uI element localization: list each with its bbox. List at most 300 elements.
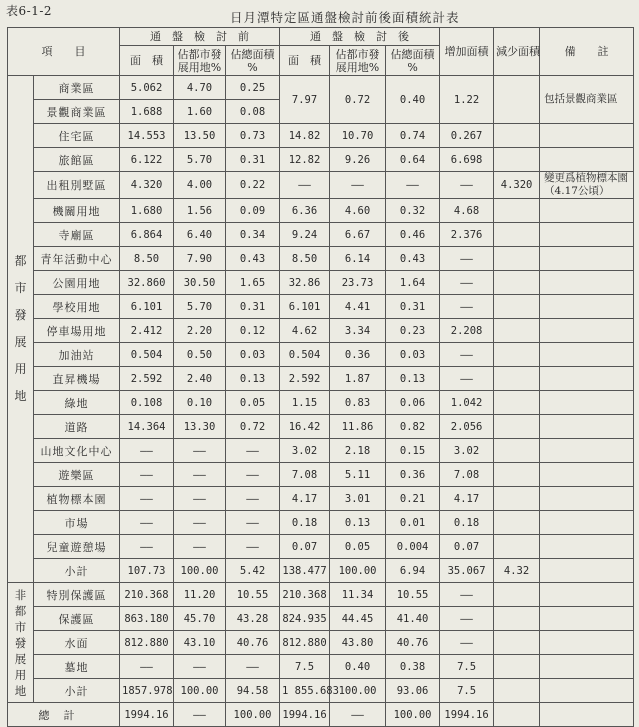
area-statistics-table: [7, 27, 634, 727]
header-after-area: 面 積: [280, 46, 330, 76]
group-label: 都市發展用地: [8, 76, 34, 583]
after-area: 0.504: [280, 343, 330, 367]
after-area: 2.592: [280, 367, 330, 391]
after-urban-pct: ——: [330, 172, 386, 199]
table-row: [8, 367, 634, 391]
before-total-pct: 0.08: [226, 100, 280, 124]
item-name: 山地文化中心: [34, 439, 120, 463]
remark: [540, 607, 634, 631]
item-name: 寺廟區: [34, 223, 120, 247]
increase: 7.5: [440, 679, 494, 703]
item-name: 水面: [34, 631, 120, 655]
before-area: 2.412: [120, 319, 174, 343]
before-area: 863.180: [120, 607, 174, 631]
before-total-pct: ——: [226, 439, 280, 463]
before-urban-pct: 4.70: [174, 76, 226, 100]
decrease: [494, 607, 540, 631]
before-area: 210.368: [120, 583, 174, 607]
remark: [540, 295, 634, 319]
increase: 1994.16: [440, 703, 494, 727]
remark: [540, 367, 634, 391]
document-title: 日月潭特定區通盤檢討前後面積統計表: [230, 10, 460, 25]
before-total-pct: 5.42: [226, 559, 280, 583]
after-total-pct: 1.64: [386, 271, 440, 295]
before-area: ——: [120, 535, 174, 559]
before-total-pct: 0.03: [226, 343, 280, 367]
before-total-pct: 100.00: [226, 703, 280, 727]
increase: 7.08: [440, 463, 494, 487]
decrease: [494, 148, 540, 172]
decrease: [494, 703, 540, 727]
item-name: 商業區: [34, 76, 120, 100]
after-urban-pct: 44.45: [330, 607, 386, 631]
remark: [540, 199, 634, 223]
before-area: ——: [120, 463, 174, 487]
item-name: 住宅區: [34, 124, 120, 148]
remark: [540, 511, 634, 535]
decrease: [494, 199, 540, 223]
before-area: 5.062: [120, 76, 174, 100]
decrease: [494, 319, 540, 343]
before-urban-pct: 6.40: [174, 223, 226, 247]
before-area: 8.50: [120, 247, 174, 271]
before-area: 1.680: [120, 199, 174, 223]
after-urban-pct: 100.00: [330, 679, 386, 703]
after-urban-pct: 10.70: [330, 124, 386, 148]
after-urban-pct: 0.72: [330, 76, 386, 124]
table-row: [8, 148, 634, 172]
increase: 3.02: [440, 439, 494, 463]
before-urban-pct: ——: [174, 487, 226, 511]
before-urban-pct: 43.10: [174, 631, 226, 655]
increase: 0.267: [440, 124, 494, 148]
after-urban-pct: 5.11: [330, 463, 386, 487]
increase: 1.22: [440, 76, 494, 124]
before-total-pct: ——: [226, 655, 280, 679]
after-total-pct: 0.03: [386, 343, 440, 367]
item-name: 遊樂區: [34, 463, 120, 487]
header-increase: 增加面積: [440, 28, 494, 76]
decrease: [494, 247, 540, 271]
after-urban-pct: 43.80: [330, 631, 386, 655]
table-row: [8, 415, 634, 439]
after-total-pct: 0.01: [386, 511, 440, 535]
decrease: [494, 583, 540, 607]
item-name: 出租別墅區: [34, 172, 120, 199]
after-total-pct: 0.64: [386, 148, 440, 172]
increase: 7.5: [440, 655, 494, 679]
after-total-pct: 0.74: [386, 124, 440, 148]
before-total-pct: 0.25: [226, 76, 280, 100]
item-name: 特別保護區: [34, 583, 120, 607]
table-row: [8, 487, 634, 511]
header-before-total-pct: 佔總面積 %: [226, 46, 280, 76]
decrease: [494, 511, 540, 535]
after-area: 210.368: [280, 583, 330, 607]
before-total-pct: 1.65: [226, 271, 280, 295]
before-area: 1857.978: [120, 679, 174, 703]
after-urban-pct: 11.86: [330, 415, 386, 439]
table-row: [8, 343, 634, 367]
decrease: 4.320: [494, 172, 540, 199]
increase: ——: [440, 343, 494, 367]
decrease: [494, 439, 540, 463]
table-row: [8, 295, 634, 319]
increase: 4.68: [440, 199, 494, 223]
decrease: [494, 343, 540, 367]
decrease: 4.32: [494, 559, 540, 583]
after-urban-pct: 3.34: [330, 319, 386, 343]
table-row: [8, 76, 634, 100]
remark: [540, 343, 634, 367]
before-total-pct: 0.22: [226, 172, 280, 199]
remark: [540, 415, 634, 439]
before-area: 1.688: [120, 100, 174, 124]
remark: [540, 391, 634, 415]
after-urban-pct: 6.67: [330, 223, 386, 247]
after-area: 812.880: [280, 631, 330, 655]
before-total-pct: 0.31: [226, 148, 280, 172]
before-urban-pct: 30.50: [174, 271, 226, 295]
item-name: 旅館區: [34, 148, 120, 172]
increase: 2.056: [440, 415, 494, 439]
before-urban-pct: 1.60: [174, 100, 226, 124]
item-name: 墓地: [34, 655, 120, 679]
before-area: 0.108: [120, 391, 174, 415]
item-name: 道路: [34, 415, 120, 439]
before-total-pct: ——: [226, 487, 280, 511]
item-name: 停車場用地: [34, 319, 120, 343]
after-area: 0.07: [280, 535, 330, 559]
increase: ——: [440, 172, 494, 199]
table-row: [8, 511, 634, 535]
after-area: 6.36: [280, 199, 330, 223]
after-total-pct: 6.94: [386, 559, 440, 583]
decrease: [494, 223, 540, 247]
decrease: [494, 124, 540, 148]
table-row: [8, 223, 634, 247]
remark: [540, 271, 634, 295]
before-total-pct: ——: [226, 535, 280, 559]
increase: ——: [440, 271, 494, 295]
after-urban-pct: ——: [330, 703, 386, 727]
after-total-pct: 0.38: [386, 655, 440, 679]
item-name: 青年活動中心: [34, 247, 120, 271]
decrease: [494, 487, 540, 511]
remark: [540, 559, 634, 583]
item-name: 兒童遊憩場: [34, 535, 120, 559]
table-row: [8, 271, 634, 295]
before-total-pct: ——: [226, 511, 280, 535]
table-row: [8, 655, 634, 679]
before-area: 14.553: [120, 124, 174, 148]
before-urban-pct: 13.50: [174, 124, 226, 148]
increase: ——: [440, 631, 494, 655]
remark: [540, 439, 634, 463]
before-total-pct: 94.58: [226, 679, 280, 703]
after-total-pct: 41.40: [386, 607, 440, 631]
table-row: [8, 535, 634, 559]
before-area: 4.320: [120, 172, 174, 199]
before-urban-pct: ——: [174, 535, 226, 559]
header-row-1: [8, 28, 634, 46]
decrease: [494, 391, 540, 415]
after-total-pct: 0.15: [386, 439, 440, 463]
header-decrease: 減少面積: [494, 28, 540, 76]
before-urban-pct: 5.70: [174, 148, 226, 172]
before-total-pct: ——: [226, 463, 280, 487]
header-remarks: 備 註: [540, 28, 634, 76]
before-total-pct: 0.13: [226, 367, 280, 391]
before-total-pct: 0.05: [226, 391, 280, 415]
after-area: 9.24: [280, 223, 330, 247]
item-name: 綠地: [34, 391, 120, 415]
before-total-pct: 0.34: [226, 223, 280, 247]
after-total-pct: 0.36: [386, 463, 440, 487]
after-urban-pct: 0.36: [330, 343, 386, 367]
before-area: 6.864: [120, 223, 174, 247]
remark: 變更爲植物標本園（4.17公頃）: [540, 172, 634, 199]
after-area: 0.18: [280, 511, 330, 535]
before-total-pct: 0.12: [226, 319, 280, 343]
increase: 2.376: [440, 223, 494, 247]
header-after-urban-pct: 佔都市發 展用地%: [330, 46, 386, 76]
after-urban-pct: 11.34: [330, 583, 386, 607]
before-urban-pct: 100.00: [174, 559, 226, 583]
remark: [540, 463, 634, 487]
decrease: [494, 415, 540, 439]
table-row: [8, 439, 634, 463]
before-total-pct: 40.76: [226, 631, 280, 655]
before-total-pct: 0.72: [226, 415, 280, 439]
increase: 6.698: [440, 148, 494, 172]
table-number: 表6-1-2: [6, 4, 53, 18]
group-label: 非都市發展用地: [8, 583, 34, 703]
before-area: 14.364: [120, 415, 174, 439]
after-area: 16.42: [280, 415, 330, 439]
remark: [540, 655, 634, 679]
before-urban-pct: 7.90: [174, 247, 226, 271]
header-before: 通 盤 檢 討 前: [120, 28, 280, 46]
increase: ——: [440, 583, 494, 607]
before-total-pct: 0.31: [226, 295, 280, 319]
header-before-area: 面 積: [120, 46, 174, 76]
after-urban-pct: 0.05: [330, 535, 386, 559]
before-area: 1994.16: [120, 703, 174, 727]
after-total-pct: 0.21: [386, 487, 440, 511]
before-area: 2.592: [120, 367, 174, 391]
decrease: [494, 76, 540, 124]
header-after: 通 盤 檢 討 後: [280, 28, 440, 46]
after-total-pct: 0.004: [386, 535, 440, 559]
table-row: [8, 391, 634, 415]
increase: 35.067: [440, 559, 494, 583]
after-urban-pct: 23.73: [330, 271, 386, 295]
decrease: [494, 367, 540, 391]
header-before-urban-pct: 佔都市發 展用地%: [174, 46, 226, 76]
before-area: 812.880: [120, 631, 174, 655]
after-total-pct: 0.32: [386, 199, 440, 223]
after-area: 824.935: [280, 607, 330, 631]
item-name: 直昇機場: [34, 367, 120, 391]
table-row: [8, 679, 634, 703]
header-item: 項 目: [8, 28, 120, 76]
increase: ——: [440, 367, 494, 391]
after-area: ——: [280, 172, 330, 199]
after-total-pct: 0.43: [386, 247, 440, 271]
before-area: ——: [120, 511, 174, 535]
after-area: 7.08: [280, 463, 330, 487]
item-name: 加油站: [34, 343, 120, 367]
before-area: 32.860: [120, 271, 174, 295]
before-urban-pct: ——: [174, 439, 226, 463]
after-urban-pct: 9.26: [330, 148, 386, 172]
after-area: 4.62: [280, 319, 330, 343]
before-urban-pct: 13.30: [174, 415, 226, 439]
increase: 4.17: [440, 487, 494, 511]
item-name: 機關用地: [34, 199, 120, 223]
increase: 0.18: [440, 511, 494, 535]
item-name: 景觀商業區: [34, 100, 120, 124]
before-area: 0.504: [120, 343, 174, 367]
total-row: [8, 703, 634, 727]
total-label: 總計: [8, 703, 120, 727]
remark: [540, 631, 634, 655]
before-urban-pct: 2.40: [174, 367, 226, 391]
after-total-pct: 0.06: [386, 391, 440, 415]
before-total-pct: 0.73: [226, 124, 280, 148]
after-urban-pct: 0.40: [330, 655, 386, 679]
before-urban-pct: ——: [174, 655, 226, 679]
remark: [540, 535, 634, 559]
before-urban-pct: 11.20: [174, 583, 226, 607]
after-urban-pct: 4.60: [330, 199, 386, 223]
item-name: 公園用地: [34, 271, 120, 295]
decrease: [494, 295, 540, 319]
after-area: 1.15: [280, 391, 330, 415]
before-total-pct: 10.55: [226, 583, 280, 607]
after-urban-pct: 3.01: [330, 487, 386, 511]
increase: 1.042: [440, 391, 494, 415]
after-total-pct: ——: [386, 172, 440, 199]
after-area: 1994.16: [280, 703, 330, 727]
after-urban-pct: 2.18: [330, 439, 386, 463]
before-total-pct: 0.43: [226, 247, 280, 271]
item-name: 市場: [34, 511, 120, 535]
remark: [540, 679, 634, 703]
after-area: 32.86: [280, 271, 330, 295]
increase: ——: [440, 247, 494, 271]
before-urban-pct: ——: [174, 511, 226, 535]
after-total-pct: 0.82: [386, 415, 440, 439]
after-area: 4.17: [280, 487, 330, 511]
before-urban-pct: 0.10: [174, 391, 226, 415]
before-area: ——: [120, 487, 174, 511]
after-total-pct: 40.76: [386, 631, 440, 655]
remark: [540, 319, 634, 343]
after-area: 3.02: [280, 439, 330, 463]
after-urban-pct: 6.14: [330, 247, 386, 271]
decrease: [494, 679, 540, 703]
after-area: 138.477: [280, 559, 330, 583]
after-urban-pct: 4.41: [330, 295, 386, 319]
decrease: [494, 463, 540, 487]
table-body: [8, 76, 634, 727]
decrease: [494, 535, 540, 559]
table-row: [8, 199, 634, 223]
table-row: [8, 583, 634, 607]
remark: 包括景觀商業區: [540, 76, 634, 124]
table-row: [8, 607, 634, 631]
before-urban-pct: 5.70: [174, 295, 226, 319]
after-urban-pct: 1.87: [330, 367, 386, 391]
table-row: [8, 631, 634, 655]
decrease: [494, 631, 540, 655]
remark: [540, 148, 634, 172]
before-area: ——: [120, 655, 174, 679]
before-urban-pct: 0.50: [174, 343, 226, 367]
after-total-pct: 0.40: [386, 76, 440, 124]
decrease: [494, 655, 540, 679]
increase: 2.208: [440, 319, 494, 343]
after-area: 6.101: [280, 295, 330, 319]
after-total-pct: 100.00: [386, 703, 440, 727]
after-urban-pct: 100.00: [330, 559, 386, 583]
after-area: 7.97: [280, 76, 330, 124]
after-urban-pct: 0.13: [330, 511, 386, 535]
before-area: 107.73: [120, 559, 174, 583]
before-urban-pct: 1.56: [174, 199, 226, 223]
remark: [540, 247, 634, 271]
increase: ——: [440, 295, 494, 319]
before-total-pct: 43.28: [226, 607, 280, 631]
before-urban-pct: 2.20: [174, 319, 226, 343]
remark: [540, 124, 634, 148]
table-row: [8, 319, 634, 343]
after-total-pct: 10.55: [386, 583, 440, 607]
item-name: 保護區: [34, 607, 120, 631]
after-area: 12.82: [280, 148, 330, 172]
before-urban-pct: 45.70: [174, 607, 226, 631]
decrease: [494, 271, 540, 295]
after-area: 14.82: [280, 124, 330, 148]
item-name: 小計: [34, 559, 120, 583]
increase: 0.07: [440, 535, 494, 559]
after-total-pct: 0.31: [386, 295, 440, 319]
item-name: 植物標本園: [34, 487, 120, 511]
after-total-pct: 93.06: [386, 679, 440, 703]
after-total-pct: 0.13: [386, 367, 440, 391]
before-area: 6.122: [120, 148, 174, 172]
remark: [540, 583, 634, 607]
table-row: [8, 124, 634, 148]
before-area: ——: [120, 439, 174, 463]
before-area: 6.101: [120, 295, 174, 319]
after-area: 1 855.683: [280, 679, 330, 703]
remark: [540, 487, 634, 511]
item-name: 小計: [34, 679, 120, 703]
after-total-pct: 0.23: [386, 319, 440, 343]
table-row: [8, 172, 634, 199]
after-area: 8.50: [280, 247, 330, 271]
after-urban-pct: 0.83: [330, 391, 386, 415]
after-total-pct: 0.46: [386, 223, 440, 247]
before-urban-pct: ——: [174, 463, 226, 487]
before-urban-pct: 4.00: [174, 172, 226, 199]
header-after-total-pct: 佔總面積 %: [386, 46, 440, 76]
remark: [540, 223, 634, 247]
before-urban-pct: 100.00: [174, 679, 226, 703]
